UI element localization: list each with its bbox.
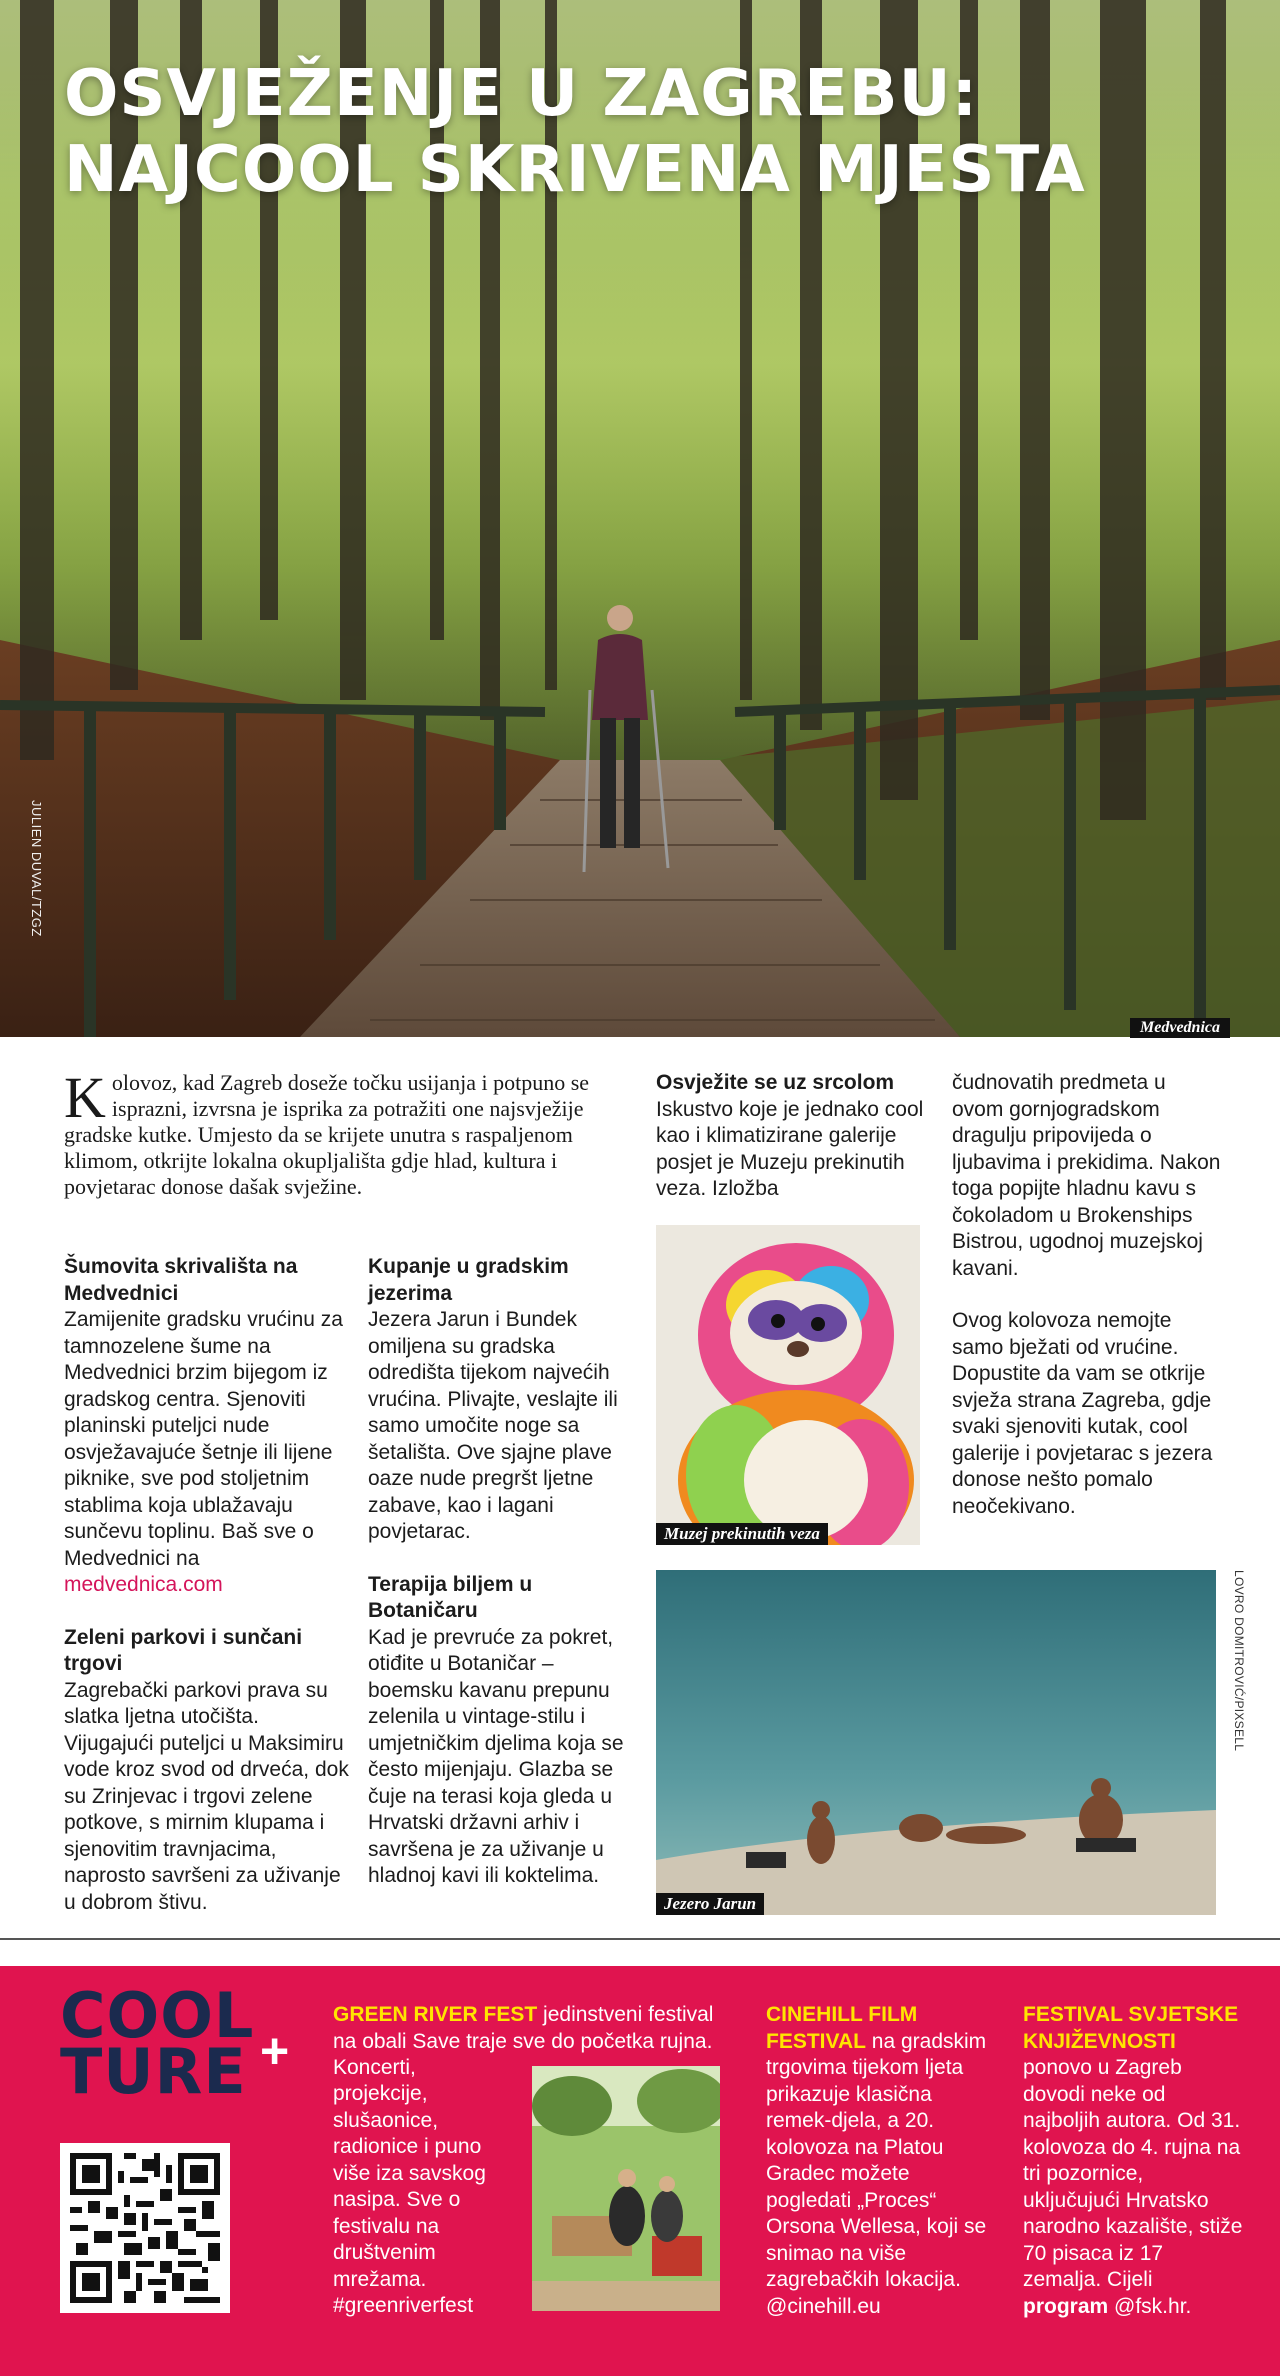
logo-line-2: TURE bbox=[60, 2035, 247, 2108]
coolture-logo bbox=[60, 1979, 255, 2108]
section-text-lakes: Jezera Jarun i Bundek omiljena su gradska odredišta tijekom najvećih vrućina. Plivajte, veslajte ili samo umočite noge sa šetališta. Ove sjajne plave oaze nude pregršt ljetne zabave, kao i lagani povjetarac. bbox=[368, 1308, 618, 1543]
plush-sloth-image bbox=[656, 1225, 920, 1545]
fsk-program: program bbox=[1023, 2294, 1109, 2318]
headline-line-1: OSVJEŽENJE U ZAGREBU: bbox=[64, 57, 979, 131]
lake-photo bbox=[656, 1570, 1216, 1915]
section-body: Zamijenite gradsku vrućinu za tamnozelene šume na Medvednici brzim bijegom iz gradskog centra. Sjenoviti planinski puteljci nude osvježavajuće šetnje ili lijene piknike, sve pod stoljetnim stablima koja ublažavaju sunčevu toplinu. Baš sve o Medvednici na bbox=[64, 1308, 343, 1570]
section-title-museum: Osvježite se uz srcolom bbox=[656, 1071, 895, 1094]
medvednica-link[interactable]: medvednica.com bbox=[64, 1573, 223, 1596]
section-title-lakes: Kupanje u gradskim jezerima bbox=[368, 1255, 569, 1305]
section-text-medvednica bbox=[64, 1307, 354, 1599]
fsk-text: ponovo u Zagreb dovodi neke od najboljih autora. Od 31. kolovoza do 4. rujna na tri pozornice, uključujući Hrvatsko narodno kazalište, stiže 70 pisaca iz 17 zemalja. Cijeli bbox=[1023, 2056, 1243, 2291]
green-river-fest-block-2 bbox=[333, 2081, 518, 2320]
fsk-block bbox=[1023, 2002, 1243, 2320]
fsk-title: FESTIVAL SVJETSKE KNJIŽEVNOSTI bbox=[1023, 2003, 1239, 2053]
hero-photo bbox=[0, 0, 1280, 1037]
divider bbox=[0, 1938, 1280, 1940]
cinehill-block bbox=[766, 2002, 996, 2320]
plus-icon: + bbox=[260, 2023, 290, 2079]
cinehill-text: na gradskim trgovima tijekom ljeta prikazuje klasična remek-djela, a 20. kolovoza na Platou Gradec možete pogledati „Proces“ Orsona Wellesa, koji se snimao na više zagrebačkih lokacija. bbox=[766, 2029, 987, 2291]
fsk-handle[interactable]: @fsk.hr. bbox=[1114, 2294, 1192, 2318]
column-4 bbox=[952, 1070, 1222, 1520]
lead-text: olovoz, kad Zagreb doseže točku usijanja i potpuno se isprazni, izvrsna je isprika za potražiti one najsvježije gradske kutke. Umjesto da se krijete unutra s raspaljenom klimom, otkrijte lokalna okupljališta gdje hlad, kultura i povjetarac donose dašak svježine. bbox=[64, 1070, 590, 1199]
logo-line-1: COOL bbox=[60, 1979, 255, 2052]
festival-photo bbox=[532, 2066, 720, 2311]
cinehill-title: CINEHILL FILM FESTIVAL bbox=[766, 2003, 918, 2053]
section-text-botanicar: Kad je prevruće za pokret, otiđite u Botaničar – boemsku kavanu prepunu zelenila u vintage-stilu i umjetničkim djelima koja se često mijenjaju. Glazba se čuje na terasi koja gleda u Hrvatski državni arhiv i savršena je za uživanje u hladnoj kavi ili koktelima. bbox=[368, 1625, 624, 1887]
photo-credit: JULIEN DUVAL/TZGZ bbox=[29, 800, 44, 937]
festival-image bbox=[532, 2066, 720, 2311]
column-2 bbox=[368, 1254, 638, 1890]
drop-cap: K bbox=[64, 1065, 106, 1130]
museum-caption: Muzej prekinutih veza bbox=[656, 1523, 828, 1545]
green-river-fest-title: GREEN RIVER FEST bbox=[333, 2003, 538, 2026]
cinehill-handle[interactable]: @cinehill.eu bbox=[766, 2294, 881, 2318]
column-1 bbox=[64, 1254, 354, 1916]
coolture-banner bbox=[0, 1966, 1280, 2376]
closing-paragraph: Ovog kolovoza nemojte samo bježati od vrućine. Dopustite da vam se otkrije svježa strana Zagreba, gdje svaki sjenoviti kutak, cool galerije i povjetarac s jezera donose nešto pomalo neočekivano. bbox=[952, 1309, 1213, 1518]
headline bbox=[64, 56, 1214, 208]
lake-photo-credit: LOVRO DOMITROVIĆ/PIXSELL bbox=[1232, 1570, 1246, 1752]
section-text-museum: Iskustvo koje je jednako cool kao i klimatizirane galerije posjet je Muzeju prekinutih veza. Izložba bbox=[656, 1097, 924, 1200]
section-text-museum-cont: čudnovatih predmeta u ovom gornjogradskom dragulju pripovijeda o ljubavima i prekidima. Nakon toga popijte hladnu kavu s čokoladom u Brokenships Bistrou, ugodnoj muzejskoj kavani. bbox=[952, 1071, 1221, 1280]
section-title-botanicar: Terapija biljem u Botaničaru bbox=[368, 1572, 533, 1622]
column-3 bbox=[656, 1070, 926, 1203]
qr-code[interactable] bbox=[60, 2143, 230, 2313]
green-river-fest-hashtag[interactable]: #greenriverfest bbox=[333, 2294, 474, 2317]
green-river-fest-text-b: projekcije, slušaonice, radionice i puno više iza savskog nasipa. Sve o festivalu na društvenim mrežama. bbox=[333, 2082, 486, 2291]
headline-line-2: NAJCOOL SKRIVENA MJESTA bbox=[64, 133, 1086, 207]
lead-paragraph bbox=[64, 1065, 624, 1200]
qr-code-icon bbox=[70, 2153, 220, 2303]
section-text-parks: Zagrebački parkovi prava su slatka ljetna utočišta. Vijugajući puteljci u Maksimiru vode kroz svod od drveća, dok su Zrinjevac i trgovi zelene potkove, s mirnim klupama i sjenovitim travnjacima, naprosto savršeni za uživanje u dobrom štivu. bbox=[64, 1678, 349, 1914]
green-river-fest-text-a: jedinstveni festival na obali Save traje sve do početka rujna. Koncerti, bbox=[333, 2003, 714, 2079]
section-title-medvednica: Šumovita skrivališta na Medvednici bbox=[64, 1255, 298, 1305]
section-title-parks: Zeleni parkovi i sunčani trgovi bbox=[64, 1625, 303, 1675]
hero-caption: Medvednica bbox=[1130, 1018, 1230, 1038]
lake-caption: Jezero Jarun bbox=[656, 1893, 764, 1915]
jarun-lake-image bbox=[656, 1570, 1216, 1915]
museum-photo bbox=[656, 1225, 920, 1545]
